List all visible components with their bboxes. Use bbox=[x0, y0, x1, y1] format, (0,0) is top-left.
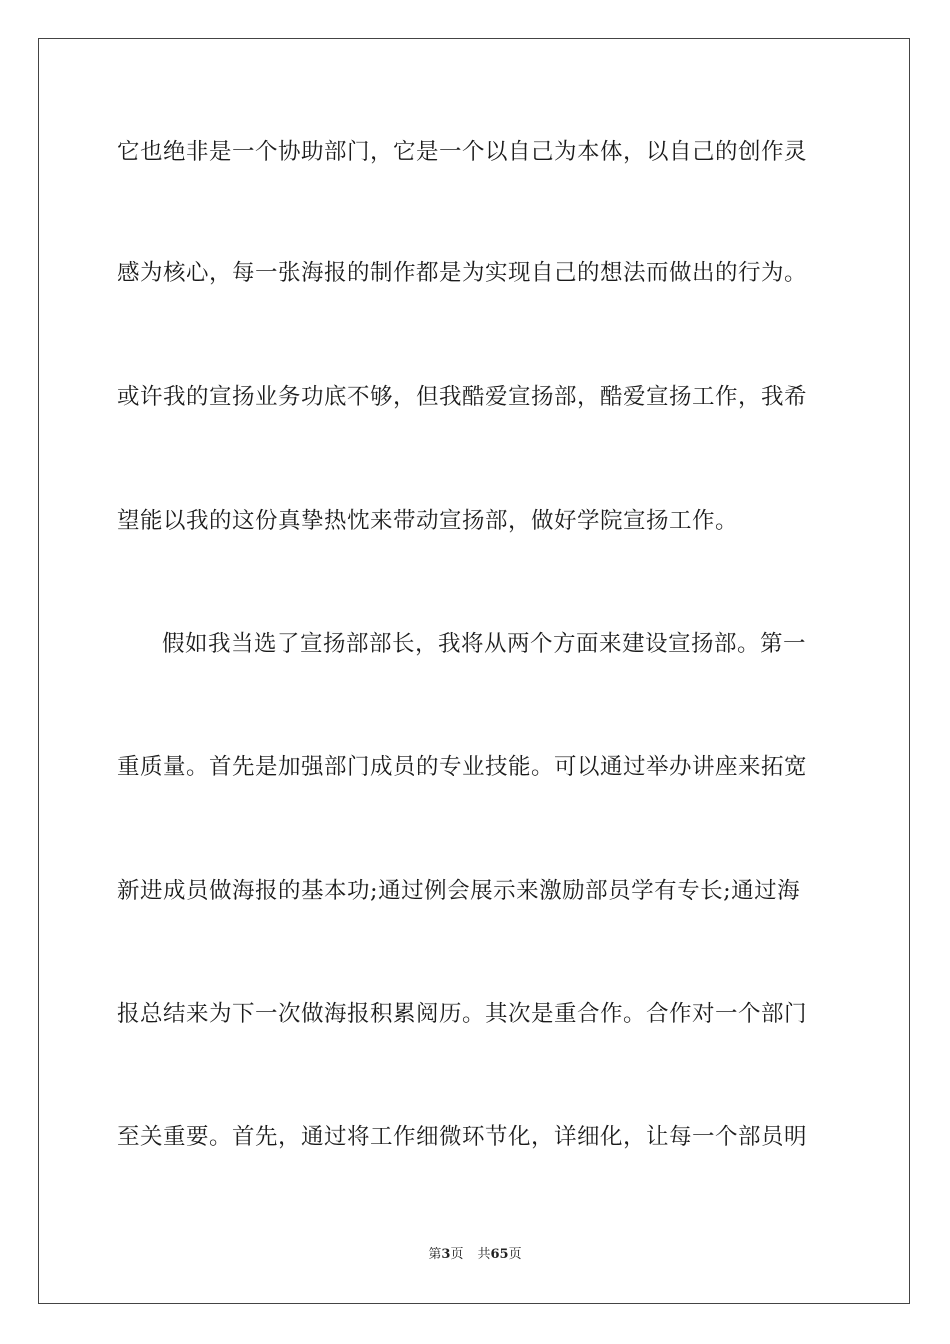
page-footer bbox=[0, 1246, 950, 1264]
text-line-2: 感为核心，每一张海报的制作都是为实现自己的想法而做出的行为。 bbox=[117, 260, 808, 286]
text-line-8: 报总结来为下一次做海报积累阅历。其次是重合作。合作对一个部门 bbox=[117, 1001, 808, 1027]
text-line-7: 新进成员做海报的基本功;通过例会展示来激励部员学有专长;通过海 bbox=[117, 878, 801, 904]
text-line-5-paragraph-start: 假如我当选了宣扬部部长，我将从两个方面来建设宣扬部。第一 bbox=[162, 631, 807, 657]
text-line-4: 望能以我的这份真挚热忱来带动宣扬部，做好学院宣扬工作。 bbox=[117, 508, 739, 534]
total-prefix: 共 bbox=[477, 1247, 491, 1262]
text-line-3: 或许我的宣扬业务功底不够，但我酷爱宣扬部，酷爱宣扬工作，我希 bbox=[117, 384, 808, 410]
page-prefix: 第 bbox=[428, 1247, 442, 1262]
total-pages: 65 bbox=[490, 1247, 509, 1262]
text-line-9: 至关重要。首先，通过将工作细微环节化，详细化，让每一个部员明 bbox=[117, 1124, 808, 1150]
text-line-6: 重质量。首先是加强部门成员的专业技能。可以通过举办讲座来拓宽 bbox=[117, 754, 808, 780]
page-suffix: 页 bbox=[450, 1247, 464, 1262]
text-line-1: 它也绝非是一个协助部门，它是一个以自己为本体，以自己的创作灵 bbox=[117, 139, 808, 165]
page-border bbox=[38, 38, 910, 1304]
page-number: 3 bbox=[441, 1247, 451, 1262]
total-suffix: 页 bbox=[508, 1247, 522, 1262]
